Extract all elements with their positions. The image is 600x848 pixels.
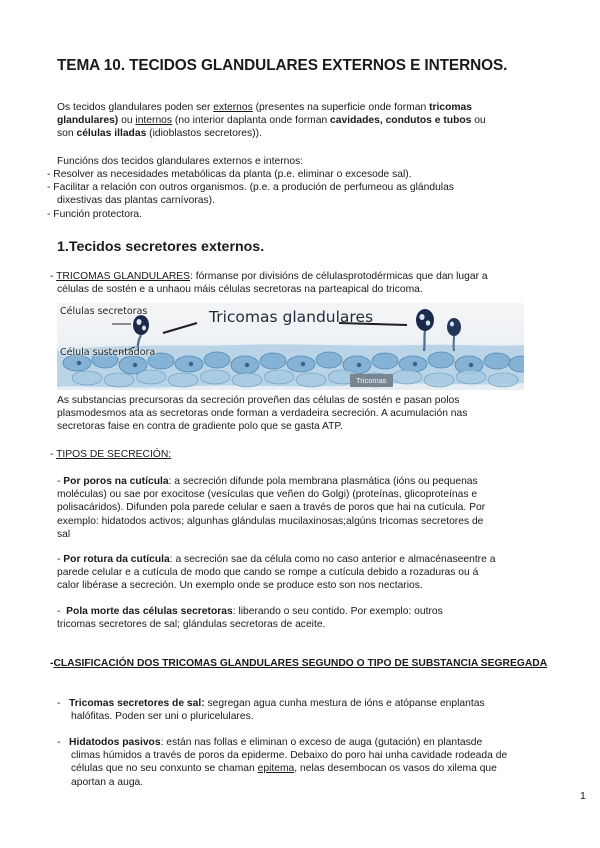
- clasificacion-heading: -CLASIFICACIÓN DOS TRICOMAS GLANDULARES SEGUNDO O TIPO DE SUBSTANCIA SEGREGADA: [50, 658, 548, 669]
- page-number: 1: [580, 790, 586, 802]
- tipo-poros: - Por poros na cutícula: a secreción difunde pola membrana plasmática (ións ou pequenas moléculas) ou sae por exocitose (vesículas que veñen do Golgi) (proteínas, glicoproteínas e polisacáridos). Difunden pola parede celular e saen a través de poros que hai na cutícula. Por exemplo: hidatodos activos; algunhas glándulas mucilaxinosas;algúns tricomas secretores de sal: [57, 476, 486, 540]
- list-item: - Resolver as necesidades metabólicas da planta (p.e. eliminar o excesode sal).: [47, 169, 412, 180]
- tipo-rotura: - Por rotura da cutícula: a secreción sae da célula como no caso anterior e almacénaseentre a parede celular e a cutícula de modo que cando se rompe a cutícula debido a rozaduras ou á calor libérase a secreción. Un exemplo onde se produce esto son nos nectarios.: [57, 554, 496, 592]
- label-celulas-secretoras: Células secretoras: [60, 306, 148, 317]
- label-celula-sustentadora: Célula sustentadora: [60, 347, 156, 358]
- list-item: - Función protectora.: [47, 208, 143, 220]
- tipos-heading: - TIPOS DE SECRECIÓN:: [50, 449, 172, 460]
- tipo-morte: - Pola morte das células secretoras: liberando o seu contido. Por exemplo: outros tricomas secretores de sal; glándulas secretoras de aceite.: [57, 606, 443, 631]
- section-heading: 1.Tecidos secretores externos.: [57, 239, 265, 255]
- list-item: dixestivas das plantas carnívoras).: [57, 195, 215, 207]
- tricomas-figure: [57, 303, 524, 390]
- precursors-paragraph: As substancias precursoras da secreción proveñen das células de sostén e pasan polos plasmodesmos ata as secretoras onde forman a verdadeira secreción. A acumulación nas secretoras faise en contra de gradiente polo que se gasta ATP.: [57, 395, 468, 433]
- figure-title: Tricomas glandulares: [209, 308, 374, 326]
- tricomas-sal: - Tricomas secretores de sal: segregan agua cunha mestura de ións e atópanse enplantas halófitas. Poden ser uni o pluricelulares.: [57, 698, 485, 723]
- intro-paragraph: Os tecidos glandulares poden ser externos (presentes na superficie onde forman tricomas glandulares) ou internos (no interior daplanta onde forman cavidades, condutos e tubos ou son células illadas (idioblastos secretores)).: [57, 102, 486, 140]
- functions-list: [47, 168, 567, 221]
- functions-heading: Funcións dos tecidos glandulares externos e internos:: [57, 156, 304, 167]
- list-item: - Facilitar a relación con outros organismos. (p.e. a produción de perfumeou as glándulas: [47, 182, 454, 194]
- tricomas-paragraph: - TRICOMAS GLANDULARES: fórmanse por divisións de célulasprotodérmicas que dan lugar a células de sostén e a unhaou máis células secretoras na parteapical do tricoma.: [50, 271, 488, 296]
- hidatodos-pasivos: - Hidatodos pasivos: están nas follas e eliminan o exceso de auga (gutación) en plantasde climas húmidos a través de poros da epiderme. Debaixo do poro hai unha cavidade rodeada de células que no seu conxunto se chaman epitema, nelas desembocan os vasos do xilema que aportan a auga.: [57, 737, 508, 788]
- page-title: TEMA 10. TECIDOS GLANDULARES EXTERNOS E INTERNOS.: [57, 57, 508, 74]
- figure-badge: Tricomas: [350, 374, 393, 387]
